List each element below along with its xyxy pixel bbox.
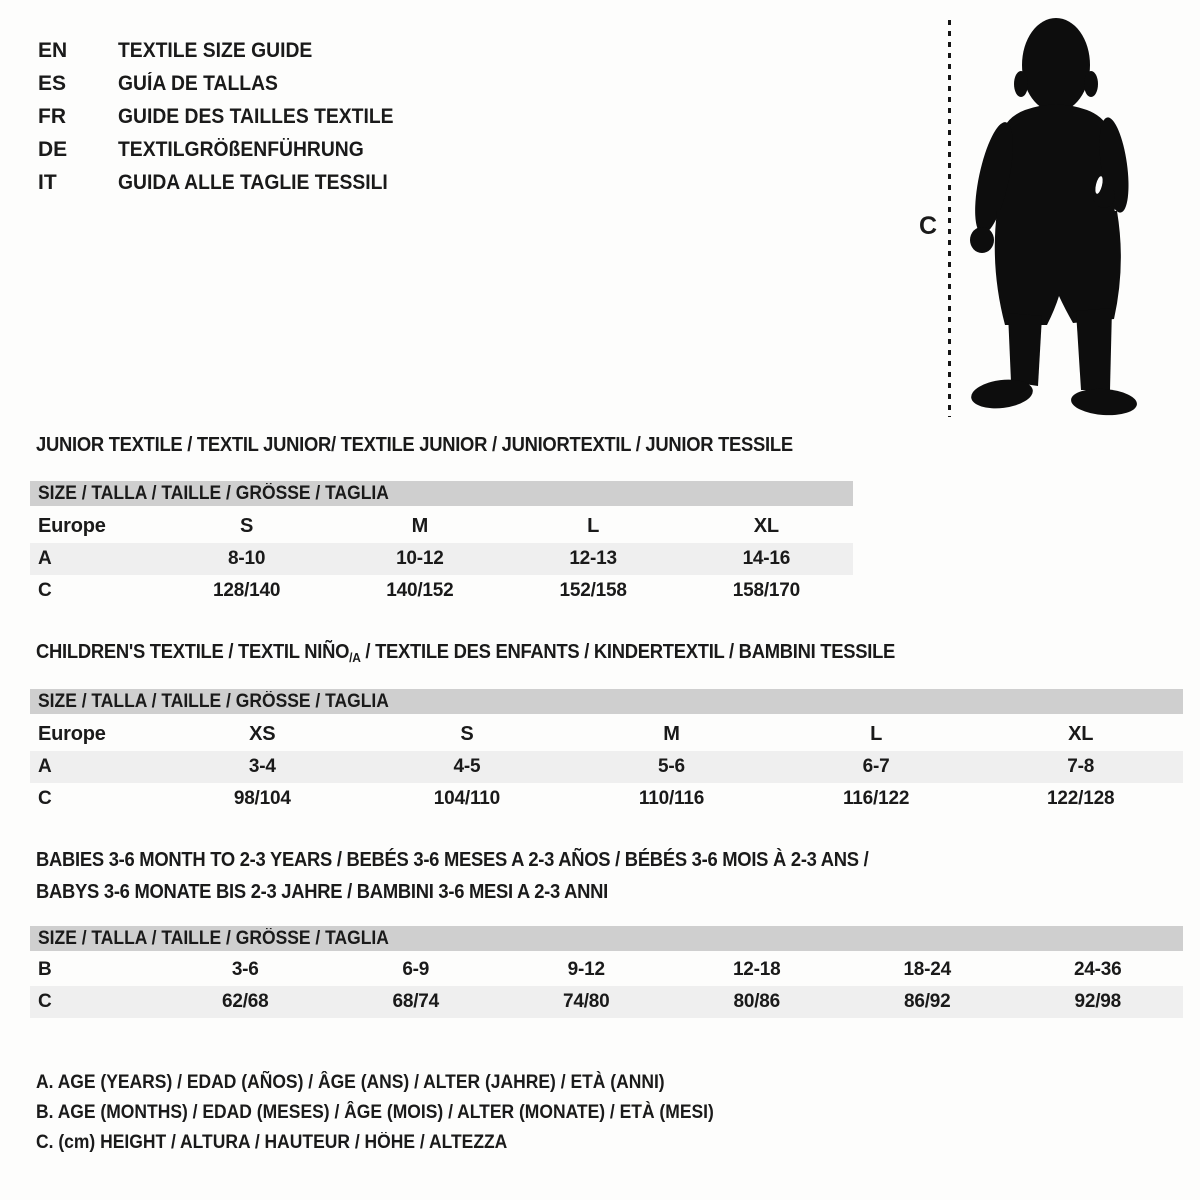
size-column: XL [753,514,779,537]
size-column: S [460,722,474,745]
table-row-c [30,783,1183,815]
language-row [38,67,417,100]
size-header-text: SIZE / TALLA / TAILLE / GRÖSSE / TAGLIA [38,927,389,949]
babies-section-title-line2 [36,881,658,904]
value-cell: 5-6 [658,756,685,777]
value-cell: 3-6 [231,959,259,980]
value-cell: 6-9 [402,959,430,980]
size-header-bar [30,689,1183,717]
legend-line-a [36,1072,773,1102]
height-measure-dashed-line [948,20,951,417]
value-cell: 9-12 [567,959,605,980]
value-cell: 18-24 [903,959,952,980]
size-column: M [663,722,680,745]
babies-title-line1-text: BABIES 3-6 MONTH TO 2-3 YEARS / BEBÉS 3-6 MESES A 2-3 AÑOS / BÉBÉS 3-6 MOIS À 2-3 ANS / [36,849,869,871]
guide-title: GUIDE DES TAILLES TEXTILE [118,104,394,128]
language-row [38,100,417,133]
legend-line-c-text: C. (cm) HEIGHT / ALTURA / HAUTEUR / HÖHE / ALTEZZA [36,1132,508,1153]
value-cell: 7-8 [1067,756,1095,777]
language-row [38,133,417,166]
value-cell: 110/116 [638,788,705,809]
babies-section-title-line1 [36,849,941,872]
toddler-silhouette-icon [963,13,1138,418]
value-cell: 92/98 [1074,991,1122,1012]
table-row-europe [30,509,853,543]
size-column: L [870,722,883,745]
size-header-bar [30,481,853,509]
table-row-a [30,543,853,575]
size-header-text: SIZE / TALLA / TAILLE / GRÖSSE / TAGLIA [38,690,389,712]
value-cell: 62/68 [221,991,269,1012]
legend [36,1072,773,1162]
junior-section-title [36,434,859,457]
size-header-bar [30,926,1183,954]
language-row [38,34,417,67]
value-cell: 152/158 [559,580,627,601]
row-label: Europe [38,722,106,745]
size-column: M [411,514,429,537]
children-section-title [36,641,970,664]
value-cell: 68/74 [392,991,440,1012]
value-cell: 3-4 [248,756,276,777]
value-cell: 116/122 [842,788,910,809]
value-cell: 74/80 [562,991,610,1012]
value-cell: 24-36 [1073,959,1122,980]
junior-section-title-text: JUNIOR TEXTILE / TEXTIL JUNIOR/ TEXTILE JUNIOR / JUNIORTEXTIL / JUNIOR TESSILE [36,434,793,456]
size-column: L [587,514,600,537]
language-title-list [38,34,417,199]
legend-line-b [36,1102,773,1132]
language-code: ES [38,71,67,95]
table-row-europe [30,717,1183,751]
guide-title: GUIDA ALLE TAGLIE TESSILI [118,170,388,194]
row-label: Europe [38,514,106,537]
guide-title: GUÍA DE TALLAS [118,71,278,95]
language-code: FR [38,104,66,128]
value-cell: 6-7 [862,756,890,777]
babies-title-line2-text: BABYS 3-6 MONATE BIS 2-3 JAHRE / BAMBINI 3-6 MESI A 2-3 ANNI [36,881,608,903]
children-title-part2: / TEXTILE DES ENFANTS / KINDERTEXTIL / BAMBINI TESSILE [360,641,896,663]
babies-size-table [30,926,1183,1018]
value-cell: 128/140 [212,580,281,601]
row-label: C [38,580,52,601]
value-cell: 140/152 [386,580,454,601]
value-cell: 80/86 [733,991,781,1012]
language-code: EN [38,38,68,62]
value-cell: 12-13 [569,548,617,569]
guide-title: TEXTILGRÖßENFÜHRUNG [118,137,364,161]
value-cell: 98/104 [233,788,291,809]
row-label: C [38,788,52,809]
value-cell: 104/110 [433,788,500,809]
table-row-c [30,986,1183,1018]
row-label: B [38,959,52,980]
value-cell: 86/92 [903,991,951,1012]
value-cell: 8-10 [228,548,266,569]
junior-size-table [30,481,853,607]
table-row-c [30,575,853,607]
size-header-text: SIZE / TALLA / TAILLE / GRÖSSE / TAGLIA [38,482,389,504]
legend-line-b-text: B. AGE (MONTHS) / EDAD (MESES) / ÂGE (MOIS) / ALTER (MONATE) / ETÀ (MESI) [36,1102,714,1123]
value-cell: 158/170 [732,580,801,601]
children-section-title-text [36,641,895,664]
size-column: S [240,514,254,537]
children-title-part1: CHILDREN'S TEXTILE / TEXTIL NIÑO [36,641,350,663]
value-cell: 4-5 [453,756,481,777]
language-row [38,166,417,199]
children-title-subscript: /A [349,650,361,665]
value-cell: 10-12 [396,548,444,569]
size-column: XL [1068,722,1094,745]
value-cell: 122/128 [1047,788,1115,809]
value-cell: 12-18 [732,959,781,980]
guide-title: TEXTILE SIZE GUIDE [118,38,313,62]
table-row-b [30,954,1183,986]
measure-label-c: C [918,212,938,240]
legend-line-c [36,1132,773,1162]
language-code: IT [38,170,57,194]
value-cell: 14-16 [742,548,791,569]
children-size-table [30,689,1183,815]
legend-line-a-text: A. AGE (YEARS) / EDAD (AÑOS) / ÂGE (ANS) / ALTER (JAHRE) / ETÀ (ANNI) [36,1072,665,1093]
language-code: DE [38,137,68,161]
table-row-a [30,751,1183,783]
row-label: A [38,548,52,569]
size-column: XS [249,722,276,745]
row-label: A [38,756,52,777]
row-label: C [38,991,52,1012]
